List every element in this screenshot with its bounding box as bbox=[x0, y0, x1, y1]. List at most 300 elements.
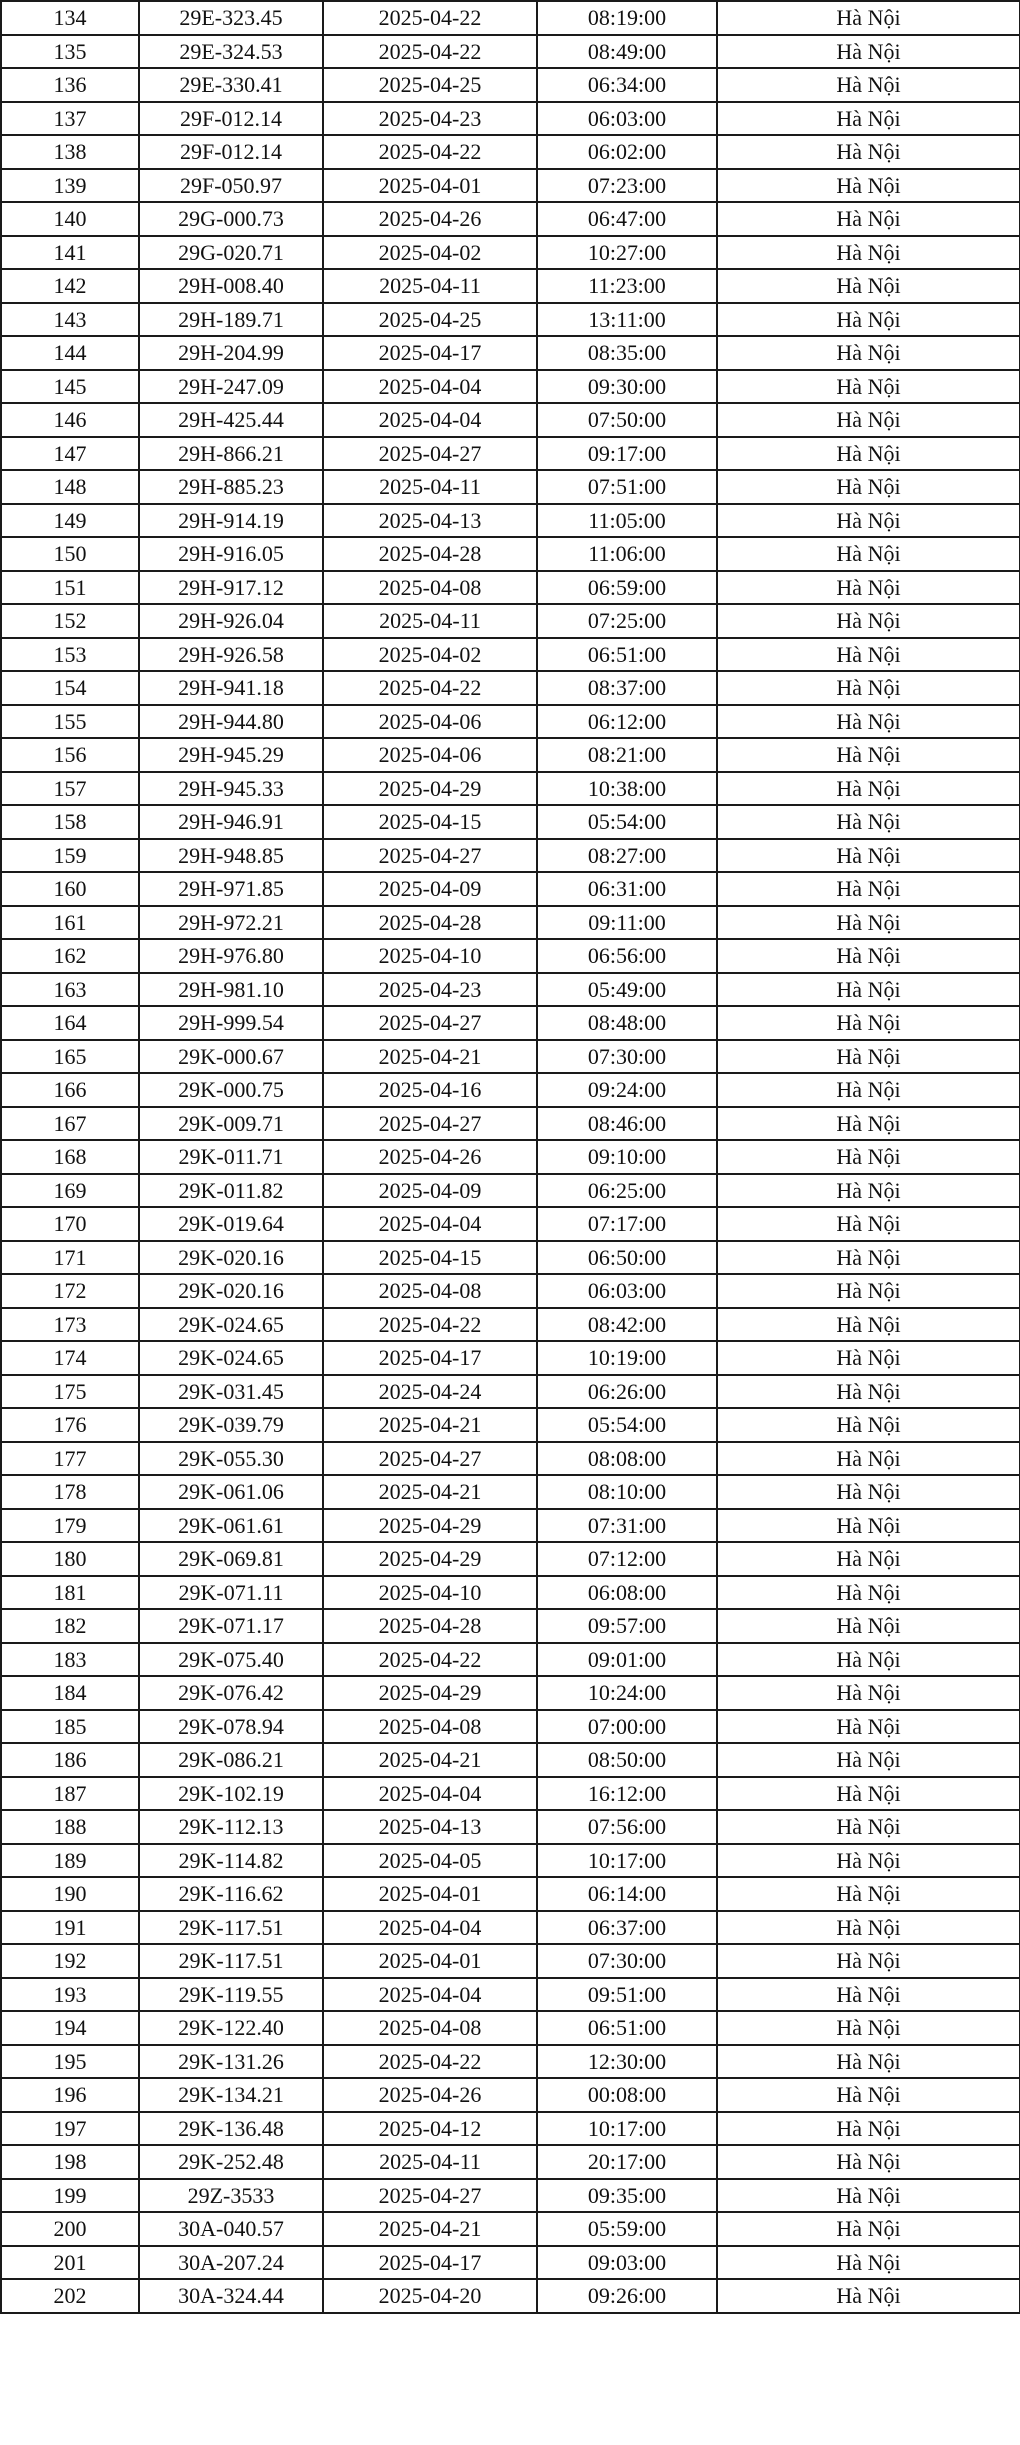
cell-stt: 164 bbox=[1, 1006, 139, 1040]
cell-time: 06:08:00 bbox=[537, 1576, 717, 1610]
cell-date: 2025-04-27 bbox=[323, 1107, 537, 1141]
cell-stt: 190 bbox=[1, 1877, 139, 1911]
cell-city: Hà Nội bbox=[717, 906, 1020, 940]
table-row bbox=[1, 68, 1020, 102]
cell-plate: 29K-000.67 bbox=[139, 1040, 323, 1074]
table-row bbox=[1, 1, 1020, 35]
table-row bbox=[1, 906, 1020, 940]
cell-date: 2025-04-21 bbox=[323, 1743, 537, 1777]
table-row bbox=[1, 2011, 1020, 2045]
cell-stt: 163 bbox=[1, 973, 139, 1007]
cell-plate: 30A-324.44 bbox=[139, 2279, 323, 2313]
cell-stt: 199 bbox=[1, 2179, 139, 2213]
cell-time: 07:23:00 bbox=[537, 169, 717, 203]
cell-plate: 29K-069.81 bbox=[139, 1542, 323, 1576]
cell-stt: 167 bbox=[1, 1107, 139, 1141]
cell-date: 2025-04-29 bbox=[323, 1509, 537, 1543]
cell-plate: 29K-039.79 bbox=[139, 1408, 323, 1442]
cell-date: 2025-04-27 bbox=[323, 1442, 537, 1476]
cell-stt: 174 bbox=[1, 1341, 139, 1375]
cell-stt: 142 bbox=[1, 269, 139, 303]
table-row bbox=[1, 939, 1020, 973]
cell-plate: 29K-011.82 bbox=[139, 1174, 323, 1208]
cell-city: Hà Nội bbox=[717, 1207, 1020, 1241]
cell-date: 2025-04-09 bbox=[323, 872, 537, 906]
cell-stt: 193 bbox=[1, 1978, 139, 2012]
cell-city: Hà Nội bbox=[717, 1978, 1020, 2012]
cell-date: 2025-04-21 bbox=[323, 2212, 537, 2246]
cell-plate: 29H-204.99 bbox=[139, 336, 323, 370]
cell-city: Hà Nội bbox=[717, 772, 1020, 806]
cell-plate: 29K-078.94 bbox=[139, 1710, 323, 1744]
table-row bbox=[1, 336, 1020, 370]
cell-plate: 29F-050.97 bbox=[139, 169, 323, 203]
cell-plate: 29K-071.11 bbox=[139, 1576, 323, 1610]
cell-city: Hà Nội bbox=[717, 805, 1020, 839]
cell-stt: 170 bbox=[1, 1207, 139, 1241]
table-body bbox=[1, 0, 1020, 2313]
cell-stt: 152 bbox=[1, 604, 139, 638]
cell-city: Hà Nội bbox=[717, 537, 1020, 571]
cell-date: 2025-04-11 bbox=[323, 2145, 537, 2179]
cell-plate: 29H-917.12 bbox=[139, 571, 323, 605]
table-row bbox=[1, 1810, 1020, 1844]
cell-time: 07:12:00 bbox=[537, 1542, 717, 1576]
cell-city: Hà Nội bbox=[717, 1643, 1020, 1677]
cell-date: 2025-04-28 bbox=[323, 906, 537, 940]
cell-city: Hà Nội bbox=[717, 470, 1020, 504]
table-row bbox=[1, 35, 1020, 69]
cell-stt: 145 bbox=[1, 370, 139, 404]
cell-time: 11:06:00 bbox=[537, 537, 717, 571]
cell-date: 2025-04-22 bbox=[323, 1, 537, 35]
table-row bbox=[1, 1107, 1020, 1141]
cell-date: 2025-04-04 bbox=[323, 1978, 537, 2012]
table-row bbox=[1, 1777, 1020, 1811]
table-row bbox=[1, 1241, 1020, 1275]
cell-plate: 29K-252.48 bbox=[139, 2145, 323, 2179]
cell-stt: 155 bbox=[1, 705, 139, 739]
cell-city: Hà Nội bbox=[717, 1274, 1020, 1308]
table-row bbox=[1, 1911, 1020, 1945]
cell-date: 2025-04-11 bbox=[323, 269, 537, 303]
cell-city: Hà Nội bbox=[717, 370, 1020, 404]
cell-city: Hà Nội bbox=[717, 1375, 1020, 1409]
table-row bbox=[1, 638, 1020, 672]
table-row bbox=[1, 571, 1020, 605]
cell-date: 2025-04-27 bbox=[323, 1006, 537, 1040]
cell-plate: 29K-076.42 bbox=[139, 1676, 323, 1710]
cell-plate: 29G-000.73 bbox=[139, 202, 323, 236]
cell-stt: 146 bbox=[1, 403, 139, 437]
cell-city: Hà Nội bbox=[717, 236, 1020, 270]
cell-date: 2025-04-24 bbox=[323, 1375, 537, 1409]
table-row bbox=[1, 1743, 1020, 1777]
cell-stt: 151 bbox=[1, 571, 139, 605]
table-row bbox=[1, 1877, 1020, 1911]
cell-stt: 166 bbox=[1, 1073, 139, 1107]
cell-city: Hà Nội bbox=[717, 1911, 1020, 1945]
cell-time: 05:59:00 bbox=[537, 2212, 717, 2246]
cell-plate: 29K-000.75 bbox=[139, 1073, 323, 1107]
cell-plate: 29H-189.71 bbox=[139, 303, 323, 337]
cell-plate: 29H-926.04 bbox=[139, 604, 323, 638]
cell-city: Hà Nội bbox=[717, 939, 1020, 973]
cell-plate: 29E-323.45 bbox=[139, 1, 323, 35]
cell-city: Hà Nội bbox=[717, 2246, 1020, 2280]
cell-stt: 197 bbox=[1, 2112, 139, 2146]
cell-plate: 29K-136.48 bbox=[139, 2112, 323, 2146]
cell-stt: 161 bbox=[1, 906, 139, 940]
cell-time: 06:14:00 bbox=[537, 1877, 717, 1911]
cell-time: 10:38:00 bbox=[537, 772, 717, 806]
cell-city: Hà Nội bbox=[717, 1810, 1020, 1844]
cell-time: 09:35:00 bbox=[537, 2179, 717, 2213]
table-row bbox=[1, 1844, 1020, 1878]
cell-plate: 29K-116.62 bbox=[139, 1877, 323, 1911]
cell-date: 2025-04-01 bbox=[323, 169, 537, 203]
table-row bbox=[1, 805, 1020, 839]
cell-plate: 29K-112.13 bbox=[139, 1810, 323, 1844]
table-row bbox=[1, 1542, 1020, 1576]
cell-date: 2025-04-27 bbox=[323, 839, 537, 873]
cell-date: 2025-04-26 bbox=[323, 202, 537, 236]
cell-time: 08:35:00 bbox=[537, 336, 717, 370]
cell-stt: 139 bbox=[1, 169, 139, 203]
cell-plate: 29F-012.14 bbox=[139, 135, 323, 169]
cell-time: 07:51:00 bbox=[537, 470, 717, 504]
cell-plate: 29K-122.40 bbox=[139, 2011, 323, 2045]
cell-city: Hà Nội bbox=[717, 2011, 1020, 2045]
cell-date: 2025-04-02 bbox=[323, 236, 537, 270]
cell-stt: 135 bbox=[1, 35, 139, 69]
cell-city: Hà Nội bbox=[717, 269, 1020, 303]
cell-plate: 29H-946.91 bbox=[139, 805, 323, 839]
table-row bbox=[1, 1442, 1020, 1476]
cell-city: Hà Nội bbox=[717, 604, 1020, 638]
cell-city: Hà Nội bbox=[717, 336, 1020, 370]
table-row bbox=[1, 973, 1020, 1007]
cell-time: 06:31:00 bbox=[537, 872, 717, 906]
cell-stt: 140 bbox=[1, 202, 139, 236]
cell-date: 2025-04-06 bbox=[323, 738, 537, 772]
cell-time: 10:17:00 bbox=[537, 1844, 717, 1878]
cell-plate: 29F-012.14 bbox=[139, 102, 323, 136]
cell-time: 09:30:00 bbox=[537, 370, 717, 404]
table-row bbox=[1, 470, 1020, 504]
cell-city: Hà Nội bbox=[717, 1107, 1020, 1141]
cell-plate: 29K-131.26 bbox=[139, 2045, 323, 2079]
cell-city: Hà Nội bbox=[717, 2045, 1020, 2079]
cell-date: 2025-04-15 bbox=[323, 1241, 537, 1275]
cell-plate: 29E-330.41 bbox=[139, 68, 323, 102]
cell-date: 2025-04-13 bbox=[323, 504, 537, 538]
table-row bbox=[1, 2246, 1020, 2280]
cell-stt: 183 bbox=[1, 1643, 139, 1677]
cell-stt: 137 bbox=[1, 102, 139, 136]
cell-date: 2025-04-15 bbox=[323, 805, 537, 839]
cell-plate: 29H-971.85 bbox=[139, 872, 323, 906]
cell-time: 08:37:00 bbox=[537, 671, 717, 705]
cell-city: Hà Nội bbox=[717, 571, 1020, 605]
cell-stt: 191 bbox=[1, 1911, 139, 1945]
cell-time: 06:56:00 bbox=[537, 939, 717, 973]
cell-date: 2025-04-22 bbox=[323, 35, 537, 69]
cell-time: 09:01:00 bbox=[537, 1643, 717, 1677]
cell-date: 2025-04-16 bbox=[323, 1073, 537, 1107]
cell-stt: 201 bbox=[1, 2246, 139, 2280]
cell-plate: 29H-866.21 bbox=[139, 437, 323, 471]
cell-stt: 186 bbox=[1, 1743, 139, 1777]
cell-city: Hà Nội bbox=[717, 2112, 1020, 2146]
cell-plate: 29H-926.58 bbox=[139, 638, 323, 672]
cell-stt: 200 bbox=[1, 2212, 139, 2246]
cell-time: 08:19:00 bbox=[537, 1, 717, 35]
cell-city: Hà Nội bbox=[717, 437, 1020, 471]
table-row bbox=[1, 1710, 1020, 1744]
cell-date: 2025-04-23 bbox=[323, 973, 537, 1007]
table-row bbox=[1, 1944, 1020, 1978]
cell-stt: 157 bbox=[1, 772, 139, 806]
table-row bbox=[1, 1006, 1020, 1040]
cell-city: Hà Nội bbox=[717, 1073, 1020, 1107]
cell-stt: 171 bbox=[1, 1241, 139, 1275]
cell-city: Hà Nội bbox=[717, 872, 1020, 906]
cell-stt: 175 bbox=[1, 1375, 139, 1409]
cell-city: Hà Nội bbox=[717, 671, 1020, 705]
table-row bbox=[1, 839, 1020, 873]
cell-stt: 148 bbox=[1, 470, 139, 504]
cell-city: Hà Nội bbox=[717, 1442, 1020, 1476]
cell-plate: 29H-247.09 bbox=[139, 370, 323, 404]
cell-city: Hà Nội bbox=[717, 1006, 1020, 1040]
cell-stt: 195 bbox=[1, 2045, 139, 2079]
cell-date: 2025-04-17 bbox=[323, 2246, 537, 2280]
cell-plate: 29K-086.21 bbox=[139, 1743, 323, 1777]
cell-time: 08:08:00 bbox=[537, 1442, 717, 1476]
cell-plate: 29K-020.16 bbox=[139, 1274, 323, 1308]
table-row bbox=[1, 604, 1020, 638]
cell-stt: 178 bbox=[1, 1475, 139, 1509]
cell-date: 2025-04-23 bbox=[323, 102, 537, 136]
cell-time: 10:19:00 bbox=[537, 1341, 717, 1375]
cell-time: 09:26:00 bbox=[537, 2279, 717, 2313]
cell-date: 2025-04-06 bbox=[323, 705, 537, 739]
cell-plate: 29H-425.44 bbox=[139, 403, 323, 437]
cell-date: 2025-04-11 bbox=[323, 604, 537, 638]
cell-plate: 29K-031.45 bbox=[139, 1375, 323, 1409]
cell-stt: 144 bbox=[1, 336, 139, 370]
cell-time: 09:17:00 bbox=[537, 437, 717, 471]
cell-stt: 192 bbox=[1, 1944, 139, 1978]
cell-plate: 29K-009.71 bbox=[139, 1107, 323, 1141]
cell-city: Hà Nội bbox=[717, 1576, 1020, 1610]
cell-date: 2025-04-13 bbox=[323, 1810, 537, 1844]
cell-plate: 29K-114.82 bbox=[139, 1844, 323, 1878]
cell-plate: 29K-075.40 bbox=[139, 1643, 323, 1677]
table-row bbox=[1, 403, 1020, 437]
cell-stt: 182 bbox=[1, 1609, 139, 1643]
table-row bbox=[1, 303, 1020, 337]
cell-city: Hà Nội bbox=[717, 135, 1020, 169]
cell-city: Hà Nội bbox=[717, 68, 1020, 102]
cell-city: Hà Nội bbox=[717, 1040, 1020, 1074]
cell-city: Hà Nội bbox=[717, 1877, 1020, 1911]
cell-date: 2025-04-25 bbox=[323, 303, 537, 337]
cell-plate: 29H-944.80 bbox=[139, 705, 323, 739]
cell-date: 2025-04-20 bbox=[323, 2279, 537, 2313]
table-row bbox=[1, 1341, 1020, 1375]
table-row bbox=[1, 504, 1020, 538]
cell-plate: 29K-117.51 bbox=[139, 1911, 323, 1945]
cell-city: Hà Nội bbox=[717, 1710, 1020, 1744]
cell-time: 09:03:00 bbox=[537, 2246, 717, 2280]
table-row bbox=[1, 1073, 1020, 1107]
cell-date: 2025-04-09 bbox=[323, 1174, 537, 1208]
cell-time: 08:49:00 bbox=[537, 35, 717, 69]
cell-plate: 29H-916.05 bbox=[139, 537, 323, 571]
cell-city: Hà Nội bbox=[717, 1743, 1020, 1777]
cell-city: Hà Nội bbox=[717, 403, 1020, 437]
table-row bbox=[1, 1643, 1020, 1677]
cell-city: Hà Nội bbox=[717, 638, 1020, 672]
cell-stt: 156 bbox=[1, 738, 139, 772]
cell-plate: 29H-999.54 bbox=[139, 1006, 323, 1040]
cell-city: Hà Nội bbox=[717, 1174, 1020, 1208]
cell-plate: 29E-324.53 bbox=[139, 35, 323, 69]
cell-plate: 29H-941.18 bbox=[139, 671, 323, 705]
cell-plate: 29K-119.55 bbox=[139, 1978, 323, 2012]
cell-time: 07:25:00 bbox=[537, 604, 717, 638]
cell-time: 00:08:00 bbox=[537, 2078, 717, 2112]
cell-plate: 29H-914.19 bbox=[139, 504, 323, 538]
cell-stt: 180 bbox=[1, 1542, 139, 1576]
cell-time: 09:24:00 bbox=[537, 1073, 717, 1107]
table-row bbox=[1, 2145, 1020, 2179]
cell-city: Hà Nội bbox=[717, 973, 1020, 1007]
cell-stt: 173 bbox=[1, 1308, 139, 1342]
cell-stt: 172 bbox=[1, 1274, 139, 1308]
cell-stt: 149 bbox=[1, 504, 139, 538]
cell-date: 2025-04-05 bbox=[323, 1844, 537, 1878]
cell-stt: 189 bbox=[1, 1844, 139, 1878]
cell-time: 08:42:00 bbox=[537, 1308, 717, 1342]
table-row bbox=[1, 169, 1020, 203]
cell-city: Hà Nội bbox=[717, 1140, 1020, 1174]
cell-time: 06:59:00 bbox=[537, 571, 717, 605]
cell-time: 07:17:00 bbox=[537, 1207, 717, 1241]
cell-time: 06:25:00 bbox=[537, 1174, 717, 1208]
cell-plate: 29H-945.33 bbox=[139, 772, 323, 806]
cell-time: 12:30:00 bbox=[537, 2045, 717, 2079]
cell-city: Hà Nội bbox=[717, 1944, 1020, 1978]
cell-plate: 30A-207.24 bbox=[139, 2246, 323, 2280]
table-row bbox=[1, 1140, 1020, 1174]
table-row bbox=[1, 1475, 1020, 1509]
table-row bbox=[1, 202, 1020, 236]
table-row bbox=[1, 1408, 1020, 1442]
cell-date: 2025-04-11 bbox=[323, 470, 537, 504]
cell-date: 2025-04-22 bbox=[323, 1643, 537, 1677]
table-row bbox=[1, 1509, 1020, 1543]
cell-stt: 141 bbox=[1, 236, 139, 270]
cell-time: 08:10:00 bbox=[537, 1475, 717, 1509]
table-row bbox=[1, 671, 1020, 705]
cell-date: 2025-04-22 bbox=[323, 1308, 537, 1342]
cell-stt: 153 bbox=[1, 638, 139, 672]
cell-plate: 29K-071.17 bbox=[139, 1609, 323, 1643]
cell-date: 2025-04-10 bbox=[323, 1576, 537, 1610]
cell-time: 05:54:00 bbox=[537, 805, 717, 839]
cell-date: 2025-04-28 bbox=[323, 537, 537, 571]
cell-stt: 179 bbox=[1, 1509, 139, 1543]
table-row bbox=[1, 1207, 1020, 1241]
table-row bbox=[1, 1676, 1020, 1710]
cell-date: 2025-04-02 bbox=[323, 638, 537, 672]
table-row bbox=[1, 370, 1020, 404]
cell-time: 07:56:00 bbox=[537, 1810, 717, 1844]
cell-city: Hà Nội bbox=[717, 1308, 1020, 1342]
table-row bbox=[1, 135, 1020, 169]
cell-time: 16:12:00 bbox=[537, 1777, 717, 1811]
cell-plate: 29K-020.16 bbox=[139, 1241, 323, 1275]
cell-city: Hà Nội bbox=[717, 1676, 1020, 1710]
table-row bbox=[1, 1375, 1020, 1409]
cell-city: Hà Nội bbox=[717, 1777, 1020, 1811]
cell-city: Hà Nội bbox=[717, 1844, 1020, 1878]
cell-city: Hà Nội bbox=[717, 1475, 1020, 1509]
cell-date: 2025-04-26 bbox=[323, 2078, 537, 2112]
cell-stt: 165 bbox=[1, 1040, 139, 1074]
cell-city: Hà Nội bbox=[717, 738, 1020, 772]
cell-time: 05:49:00 bbox=[537, 973, 717, 1007]
cell-stt: 187 bbox=[1, 1777, 139, 1811]
cell-time: 06:26:00 bbox=[537, 1375, 717, 1409]
cell-plate: 29G-020.71 bbox=[139, 236, 323, 270]
cell-plate: 29K-102.19 bbox=[139, 1777, 323, 1811]
cell-stt: 169 bbox=[1, 1174, 139, 1208]
cell-time: 08:21:00 bbox=[537, 738, 717, 772]
table-row bbox=[1, 437, 1020, 471]
cell-date: 2025-04-21 bbox=[323, 1040, 537, 1074]
cell-date: 2025-04-04 bbox=[323, 1911, 537, 1945]
cell-time: 06:12:00 bbox=[537, 705, 717, 739]
cell-date: 2025-04-17 bbox=[323, 1341, 537, 1375]
cell-date: 2025-04-21 bbox=[323, 1475, 537, 1509]
cell-stt: 136 bbox=[1, 68, 139, 102]
cell-time: 11:05:00 bbox=[537, 504, 717, 538]
cell-date: 2025-04-17 bbox=[323, 336, 537, 370]
cell-date: 2025-04-25 bbox=[323, 68, 537, 102]
cell-time: 06:02:00 bbox=[537, 135, 717, 169]
cell-date: 2025-04-22 bbox=[323, 671, 537, 705]
table-row bbox=[1, 1308, 1020, 1342]
cell-time: 06:51:00 bbox=[537, 638, 717, 672]
cell-city: Hà Nội bbox=[717, 705, 1020, 739]
cell-time: 09:57:00 bbox=[537, 1609, 717, 1643]
cell-city: Hà Nội bbox=[717, 1509, 1020, 1543]
cell-plate: 29H-948.85 bbox=[139, 839, 323, 873]
table-row bbox=[1, 1576, 1020, 1610]
cell-city: Hà Nội bbox=[717, 303, 1020, 337]
cell-date: 2025-04-22 bbox=[323, 2045, 537, 2079]
table-row bbox=[1, 236, 1020, 270]
cell-plate: 29K-024.65 bbox=[139, 1308, 323, 1342]
cell-plate: 29H-972.21 bbox=[139, 906, 323, 940]
table-row bbox=[1, 772, 1020, 806]
cell-date: 2025-04-08 bbox=[323, 1710, 537, 1744]
cell-time: 08:46:00 bbox=[537, 1107, 717, 1141]
